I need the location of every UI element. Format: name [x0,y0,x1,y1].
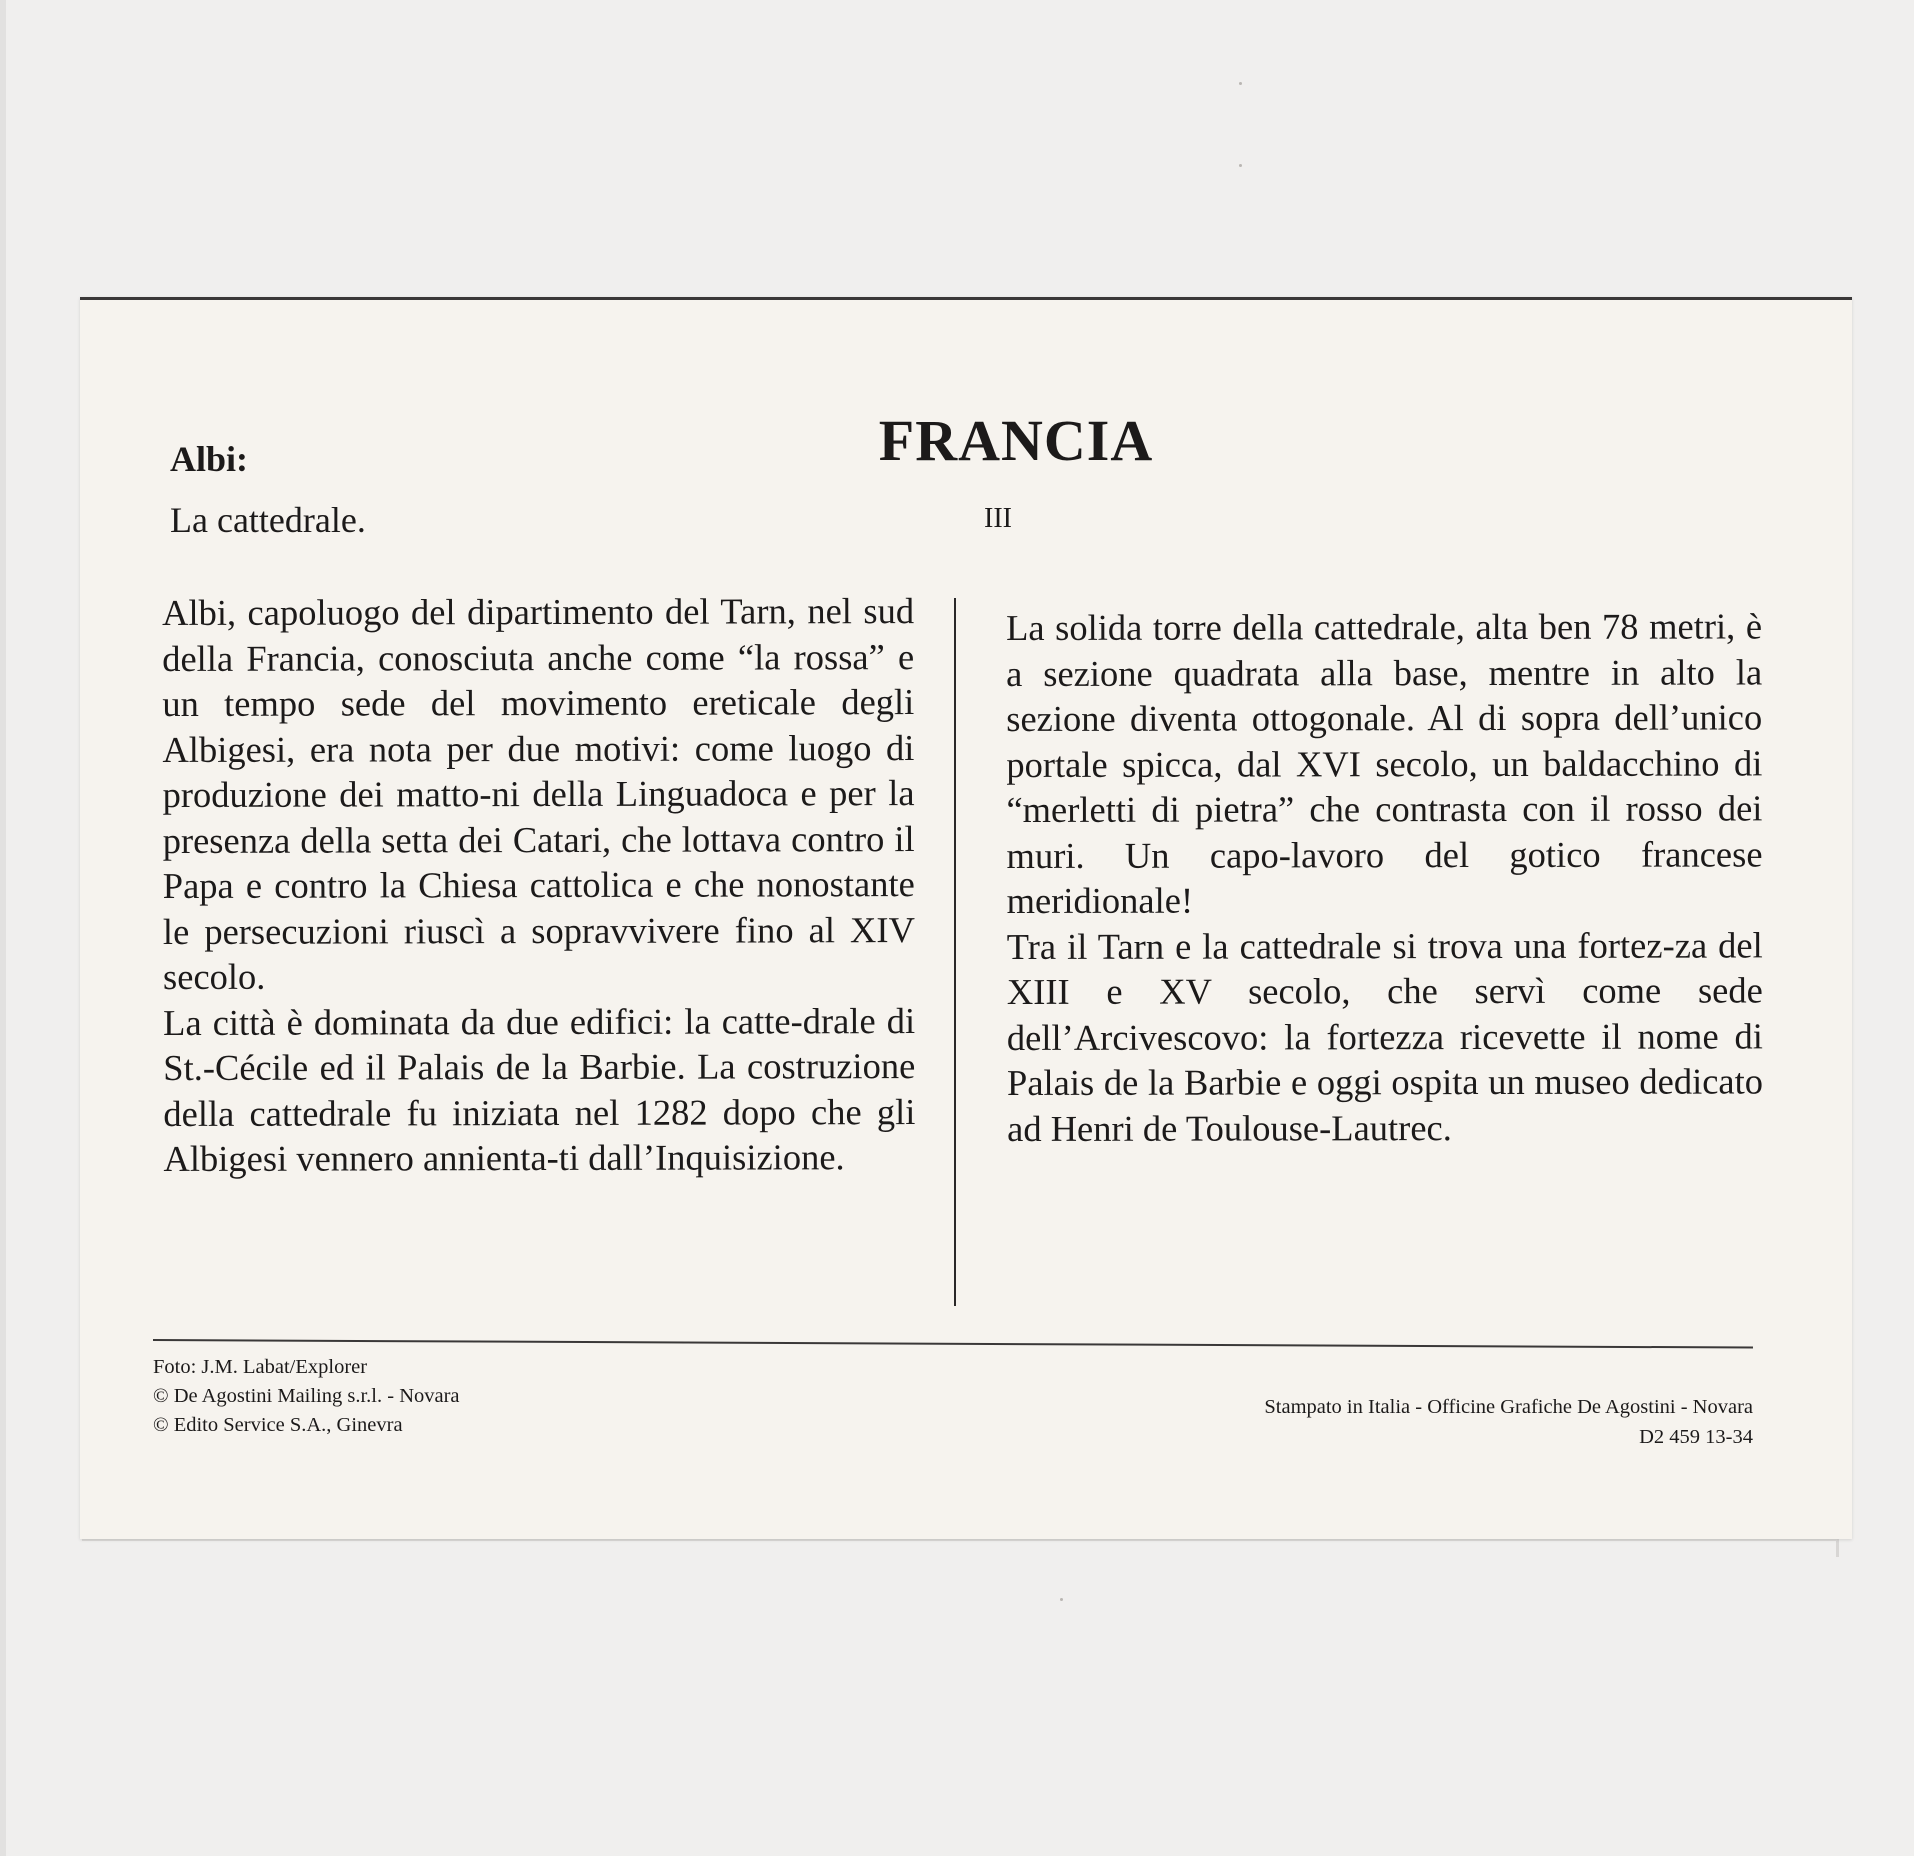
subject-caption: La cattedrale. [170,500,366,540]
credit-line: © De Agostini Mailing s.r.l. - Novara [153,1385,460,1407]
footer-divider [153,1339,1753,1349]
scanner-background-edge [0,0,6,1856]
text-column-right [1006,603,1763,1151]
catalog-code: D2 459 13-34 [1639,1426,1753,1448]
text-column-left [162,588,916,1181]
volume-number: III [984,503,1012,534]
dust-speck [1060,1598,1063,1601]
body-paragraph: Tra il Tarn e la cattedrale si trova una fortez-za del XIII e XV secolo, che servì come sede dell’Arcivescovo: la fortezza ricevette il nome di Palais de la Barbie e oggi ospita un museo dedicato ad Henri de Toulouse-Lautrec. [1006,923,1764,1149]
place-heading: Albi: [170,439,249,479]
body-paragraph: La città è dominata da due edifici: la catte-drale di St.-Cécile ed il Palais de la Barbie. La costruzione della cattedrale fu iniziata nel 1282 dopo che gli Albigesi vennero annienta-ti dall’Inquisizione. [163,999,916,1179]
dust-speck [1239,164,1242,167]
card-edge-shadow [82,1539,1837,1541]
credit-line: Foto: J.M. Labat/Explorer [153,1356,368,1378]
dust-speck [1239,82,1242,85]
printer-info [1100,1392,1753,1452]
printer-line: Stampato in Italia - Officine Grafiche De Agostini - Novara [1264,1396,1753,1418]
photo-credits [153,1353,460,1440]
column-divider [954,598,956,1306]
body-paragraph: La solida torre della cattedrale, alta ben 78 metri, è a sezione quadrata alla base, mentre in alto la sezione diventa ottogonale. Al di sopra dell’unico portale spicca, dal XVI secolo, un baldacchino di “merletti di pietra” che contrasta con il rosso dei muri. Un capo-lavoro del gotico francese meridionale! [1006,605,1763,921]
credit-line: © Edito Service S.A., Ginevra [153,1414,403,1436]
postcard-back [80,297,1852,1539]
card-title: FRANCIA [878,408,1154,473]
body-paragraph: Albi, capoluogo del dipartimento del Tarn, nel sud della Francia, conosciuta anche come “la rossa” e un tempo sede del movimento ereticale degli Albigesi, era nota per due motivi: come luogo di produzione dei matto-ni della Linguadoca e per la presenza della setta dei Catari, che lottava contro il Papa e contro la Chiesa cattolica e che nonostante le persecuzioni riuscì a sopravvivere fino al XIV secolo. [162,590,915,997]
